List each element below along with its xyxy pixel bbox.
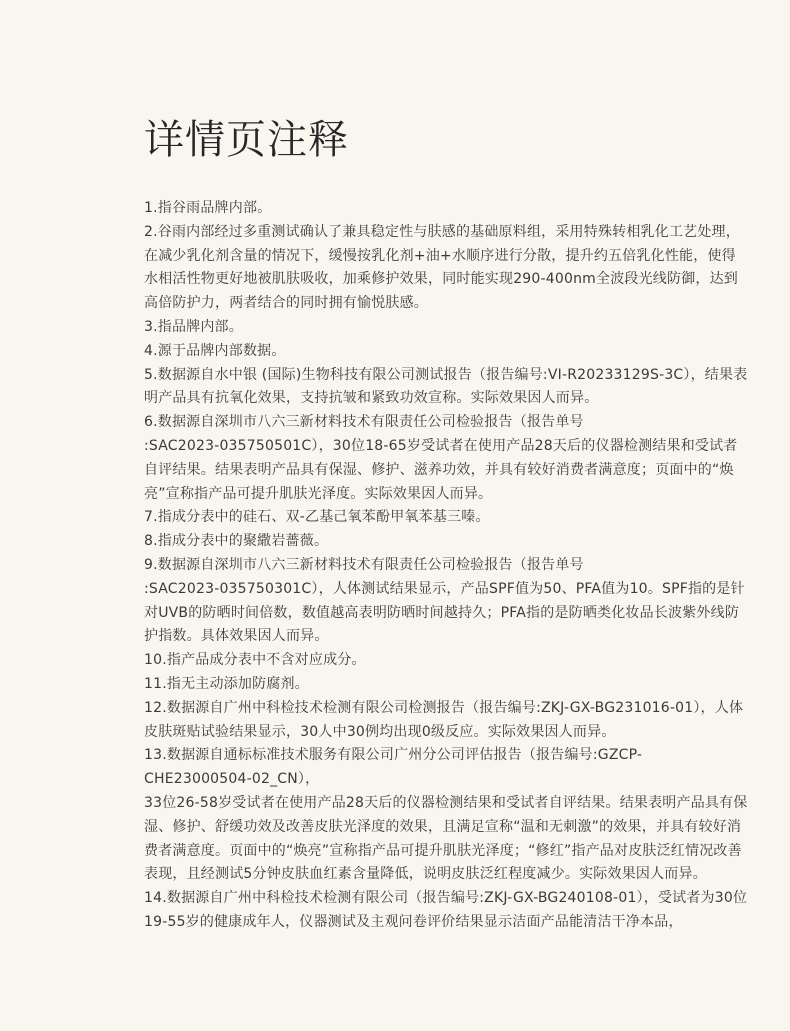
note-item: 13.数据源自通标标准技术服务有限公司广州分公司评估报告（报告编号:GZCP- CHE23000504-02_CN）， 33位26-58岁受试者在使用产品28天后的仪器检测结果和受试者自评结果。结果表明产品具有保湿、修护、舒缓功效及改善皮肤光泽度的效果，且满足宣称“温和无刺激”的效果，并具有较好消费者满意度。页面中的“焕亮”宣称指产品可提升肌肤光泽度；“修红”指产品对皮肤泛红情况改善表现，且经测试5分钟皮肤血红素含量降低，说明皮肤泛红程度减少。实际效果因人而异。 [144,747,748,883]
note-item: 1.指谷雨品牌内部。 [144,200,272,216]
note-item: 6.数据源自深圳市八六三新材料技术有限责任公司检验报告（报告单号 :SAC2023-035750501C），30位18-65岁受试者在使用产品28天后的仪器检测结果和受试者自评结果。结果表明产品具有保湿、修护、滋养功效，并具有较好消费者满意度；页面中的“焕亮”宣称指产品可提升肌肤光泽度。实际效果因人而异。 [144,414,738,502]
note-item: 12.数据源自广州中科检技术检测有限公司检测报告（报告编号:ZKJ-GX-BG231016-01），人体皮肤斑贴试验结果显示，30人中30例均出现0级反应。实际效果因人而异。 [144,699,744,740]
note-item: 2.谷雨内部经过多重测试确认了兼具稳定性与肤感的基础原料组，采用特殊转相乳化工艺处理，在减少乳化剂含量的情况下，缓慢按乳化剂+油+水顺序进行分散，提升约五倍乳化性能，使得水相活性物更好地被肌肤吸收，加乘修护效果，同时能实现290-400nm全波段光线防御，达到高倍防护力，两者结合的同时拥有愉悦肤感。 [144,223,740,312]
page-title: 详情页注释 [144,117,349,163]
note-item: 4.源于品牌内部数据。 [144,342,286,359]
note-item: 9.数据源自深圳市八六三新材料技术有限责任公司检验报告（报告单号 :SAC2023-035750301C），人体测试结果显示，产品SPF值为50、PFA值为10。SPF指的是针对UVB的防晒时间倍数，数值越高表明防晒时间越持久；PFA指的是防晒类化妆品长波紫外线防护指数。具体效果因人而异。 [144,556,745,645]
note-item: 14.数据源自广州中科检技术检测有限公司（报告编号:ZKJ-GX-BG240108-01），受试者为30位19-55岁的健康成年人，仪器测试及主观问卷评价结果显示洁面产品能清洁干净本品， [144,890,748,930]
note-item: 8.指成分表中的聚繖岩薔薇。 [144,533,329,550]
note-item: 10.指产品成分表中不含对应成分。 [144,652,366,669]
note-item: 7.指成分表中的硅石、双-乙基己氧苯酚甲氧苯基三嗪。 [144,509,490,526]
note-item: 11.指无主动添加防腐剂。 [144,675,309,692]
note-item: 3.指品牌内部。 [144,318,243,335]
note-item: 5.数据源自水中银 (国际)生物科技有限公司测试报告（报告编号:VI-R20233129S-3C），结果表明产品具有抗氧化效果，支持抗皱和紧致功效宣称。实际效果因人而异。 [144,366,748,407]
notes-list [144,197,748,935]
